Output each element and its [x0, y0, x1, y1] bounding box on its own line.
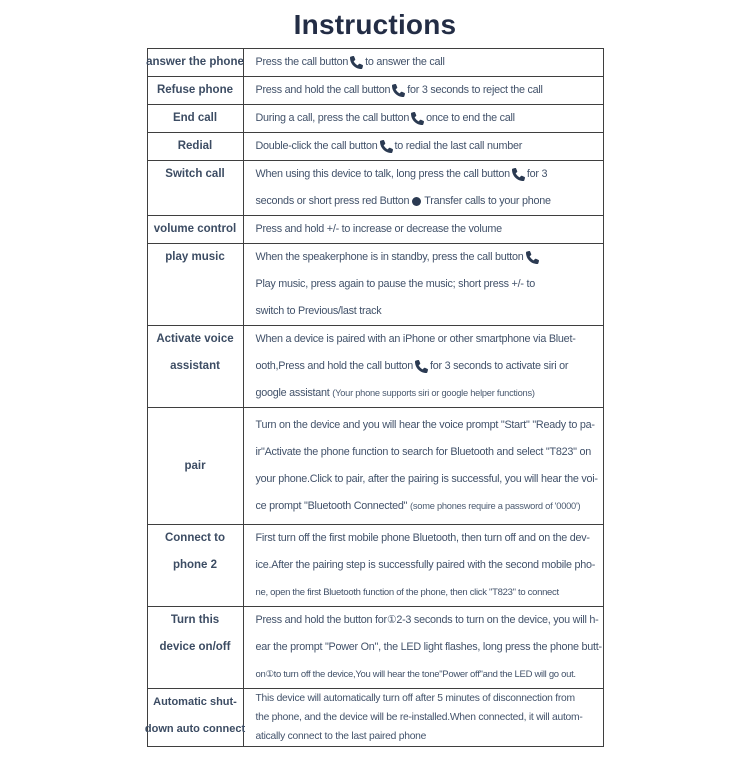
row-label-cell — [148, 133, 244, 160]
description-text: for 3 seconds to reject the call — [407, 84, 543, 96]
description-text: ear the prompt "Power On", the LED light flashes, long press the phone butt- — [255, 641, 602, 653]
description-line — [256, 216, 601, 243]
description-text: Press and hold the call button — [255, 84, 391, 96]
description-text: When using this device to talk, long press the call button — [255, 168, 510, 180]
table-row — [148, 606, 603, 688]
row-description-cell — [244, 216, 603, 243]
row-label: pair — [184, 459, 206, 472]
description-text: When the speakerphone is in standby, press the call button — [255, 251, 524, 263]
description-line — [256, 579, 601, 606]
description-line — [256, 634, 601, 661]
table-row — [148, 76, 603, 104]
row-label-cell — [148, 105, 244, 132]
call-button-phone-icon — [512, 168, 525, 181]
row-description-cell — [244, 689, 603, 746]
description-text: ice.After the pairing step is successfully paired with the second mobile pho- — [255, 559, 596, 571]
description-line — [256, 326, 601, 353]
row-description-cell — [244, 161, 603, 215]
description-note-text: (some phones require a password of '0000') — [410, 501, 581, 511]
description-line — [256, 493, 601, 520]
description-text: atically connect to the last paired phone — [255, 731, 427, 742]
row-label: answer the phone — [146, 56, 244, 68]
call-button-phone-icon — [411, 112, 424, 125]
call-button-phone-icon — [380, 140, 393, 153]
page — [0, 9, 750, 759]
row-label-cell — [148, 244, 244, 325]
row-label: down auto connect — [144, 723, 246, 735]
description-line — [256, 271, 601, 298]
description-line — [256, 298, 601, 325]
row-label: End call — [172, 112, 218, 124]
red-button-icon — [412, 197, 421, 206]
row-label-cell — [148, 216, 244, 243]
description-text: the phone, and the device will be re-installed.When connected, it will autom- — [255, 712, 583, 723]
row-label: device on/off — [159, 641, 231, 653]
description-text: First turn off the first mobile phone Bluetooth, then turn off and on the dev- — [255, 532, 590, 544]
table-row — [148, 243, 603, 325]
description-line — [256, 133, 601, 160]
description-line — [256, 525, 601, 552]
row-description-cell — [244, 133, 603, 160]
description-line — [256, 607, 601, 634]
description-text: Press and hold +/- to increase or decrease the volume — [255, 223, 502, 235]
row-label: volume control — [153, 223, 237, 235]
call-button-phone-icon — [415, 360, 428, 373]
description-line — [256, 188, 601, 215]
table-row — [148, 407, 603, 524]
description-text: your phone.Click to pair, after the pairing is successful, you will hear the voi- — [255, 473, 598, 485]
description-text: Play music, press again to pause the music; short press +/- to — [255, 278, 535, 290]
description-line — [256, 244, 601, 271]
description-text: to answer the call — [365, 56, 445, 68]
description-text: During a call, press the call button — [255, 112, 410, 124]
description-text: Press and hold the button for①2-3 seconds to turn on the device, you will h- — [255, 614, 599, 626]
row-label-cell — [148, 326, 244, 407]
row-label-cell — [148, 408, 244, 524]
row-description-cell — [244, 607, 603, 688]
description-line — [256, 353, 601, 380]
row-label-cell — [144, 689, 246, 746]
table-row — [148, 524, 603, 606]
description-text: to redial the last call number — [394, 140, 523, 152]
description-line — [256, 105, 601, 132]
description-text: once to end the call — [426, 112, 515, 124]
row-label: Activate voice — [156, 333, 234, 345]
row-description-cell — [244, 326, 603, 407]
description-text: ce prompt "Bluetooth Connected" — [255, 500, 411, 512]
row-label-cell — [148, 161, 244, 215]
row-description-cell — [244, 77, 603, 104]
description-line — [256, 439, 601, 466]
table-row — [148, 215, 603, 243]
description-text: switch to Previous/last track — [255, 305, 382, 317]
instructions-table — [144, 48, 604, 747]
description-line — [256, 466, 601, 493]
row-label: Automatic shut- — [153, 696, 237, 708]
row-label-cell — [148, 49, 244, 76]
call-button-phone-icon — [392, 84, 405, 97]
page-title: Instructions — [293, 9, 457, 40]
description-line — [256, 412, 601, 439]
description-text: for 3 — [526, 168, 548, 180]
description-text: google assistant — [255, 387, 333, 399]
row-label: phone 2 — [172, 559, 218, 571]
call-button-phone-icon — [350, 56, 363, 69]
description-text: ir"Activate the phone function to search for Bluetooth and select "T823" on — [255, 446, 591, 458]
description-text: This device will automatically turn off after 5 minutes of disconnection from — [255, 693, 575, 704]
description-line — [256, 161, 601, 188]
table-row — [148, 104, 603, 132]
description-text: ne, open the first Bluetooth function of the phone, then click "T823" to connect — [255, 587, 559, 598]
table-row — [148, 49, 603, 76]
row-label: Turn this — [170, 614, 220, 626]
row-description-cell — [244, 408, 603, 524]
row-description-cell — [244, 49, 603, 76]
table-row — [148, 160, 603, 215]
description-text: seconds or short press red Button — [255, 195, 410, 207]
description-text: Transfer calls to your phone — [424, 195, 551, 207]
description-text: ooth,Press and hold the call button — [255, 360, 414, 372]
call-button-phone-icon — [526, 251, 539, 264]
table-row — [144, 688, 603, 746]
description-text: Press the call button — [255, 56, 349, 68]
row-label: Refuse phone — [156, 84, 234, 96]
row-label-cell — [148, 77, 244, 104]
row-label: play music — [165, 251, 225, 263]
description-line — [256, 49, 601, 76]
row-label: assistant — [170, 360, 220, 372]
description-line — [256, 727, 601, 746]
description-note-text: (Your phone supports siri or google helper functions) — [332, 388, 535, 398]
row-description-cell — [244, 105, 603, 132]
description-text: Turn on the device and you will hear the voice prompt "Start" "Ready to pa- — [255, 419, 595, 431]
row-label: Switch call — [165, 168, 225, 180]
table-row — [148, 325, 603, 407]
description-text: for 3 seconds to activate siri or — [430, 360, 569, 372]
table-row — [148, 132, 603, 160]
row-label-cell — [148, 607, 244, 688]
description-line — [256, 661, 601, 688]
row-label: Connect to — [164, 532, 226, 544]
description-text: When a device is paired with an iPhone or other smartphone via Bluet- — [255, 333, 576, 345]
row-label-cell — [148, 525, 244, 606]
row-description-cell — [244, 244, 603, 325]
description-text: on①to turn off the device,You will hear the tone"Power off"and the LED will go out. — [255, 669, 576, 680]
description-line — [256, 380, 601, 407]
description-line — [256, 552, 601, 579]
description-text: Double-click the call button — [255, 140, 378, 152]
row-label: Redial — [177, 140, 213, 152]
row-description-cell — [244, 525, 603, 606]
description-line — [256, 708, 601, 727]
description-line — [256, 689, 601, 708]
description-line — [256, 77, 601, 104]
